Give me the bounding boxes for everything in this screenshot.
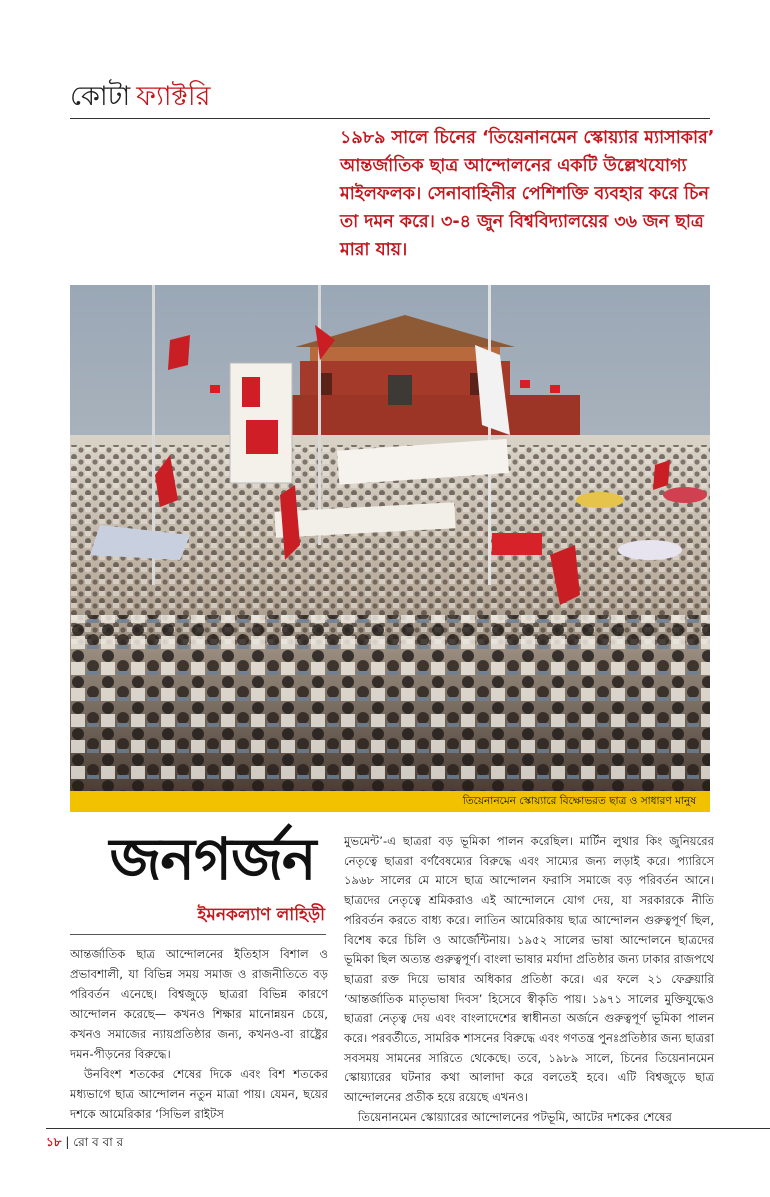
- folio: [46, 1134, 123, 1150]
- photo-illustration: [70, 285, 710, 791]
- byline: ইমনকল্যাণ লাহিড়ী: [197, 905, 325, 925]
- section-title-word2: ফ্যাক্টরি: [136, 81, 211, 112]
- article-column-right: [344, 832, 714, 1128]
- standfirst: ১৯৮৯ সালে চিনের ‘তিয়েনানমেন স্কোয়্যার ম্যাসাকার’ আন্তর্জাতিক ছাত্র আন্দোলনের একটি উল্লেখযোগ্য মাইলফলক। সেনাবাহিনীর পেশিশক্তি ব্যবহার করে চিন তা দমন করে। ৩-৪ জুন বিশ্ববিদ্যালয়ের ৩৬ জন ছাত্র মারা যায়।: [340, 128, 715, 260]
- photo-caption: তিয়েনানমেন স্কোয়্যারে বিক্ষোভরত ছাত্র ও সাধারণ মানুষ: [70, 791, 710, 812]
- footer-rule: [46, 1128, 770, 1129]
- paragraph: মুভমেন্ট’-এ ছাত্ররা বড় ভূমিকা পালন করেছিল। মার্টিন লুথার কিং জুনিয়রের নেতৃত্বে ছাত্ররা বর্ণবৈষম্যের বিরুদ্ধে এবং সাম্যের জন্য লড়াই করে। প্যারিসে ১৯৬৮ সালের মে মাসে ছাত্র আন্দোলন ফরাসি সমাজে বড় পরিবর্তন আনে। ছাত্রদের নেতৃত্বে শ্রমিকরাও এই আন্দোলনে যোগ দেয়, যা সরকারকে নীতি পরিবর্তন করতে বাধ্য করে। লাতিন আমেরিকায় ছাত্র আন্দোলন গুরুত্বপূর্ণ ছিল, বিশেষ করে চিলি ও আর্জেন্টিনায়। ১৯৫২ সালের ভাষা আন্দোলনে ছাত্রদের ভূমিকা ছিল অত্যন্ত গুরুত্বপূর্ণ। বাংলা ভাষার মর্যাদা প্রতিষ্ঠার জন্য ঢাকার রাজপথে ছাত্ররা রক্ত দিয়ে ভাষার অধিকার প্রতিষ্ঠা করে। এর ফলে ২১ ফেব্রুয়ারি ‘আন্তর্জাতিক মাতৃভাষা দিবস’ হিসেবে স্বীকৃতি পায়। ১৯৭১ সালের মুক্তিযুদ্ধেও ছাত্ররা নেতৃত্ব দেয় এবং বাংলাদেশের স্বাধীনতা অর্জনে গুরুত্বপূর্ণ ভূমিকা পালন করে। পরবর্তীতে, সামরিক শাসনের বিরুদ্ধে এবং গণতন্ত্র পুনঃপ্রতিষ্ঠার জন্য ছাত্ররা সবসময় সামনের সারিতে থেকেছে। তবে, ১৯৮৯ সালে, চিনের তিয়েনানমেন স্কোয়্যারের ঘটনার কথা আলাদা করে বলতেই হবে। এটি বিশ্বজুড়ে ছাত্র আন্দোলনের প্রতীক হয়ে রয়েছে এখনও।: [344, 834, 714, 1105]
- publication-name: রো ব বা র: [73, 1135, 124, 1149]
- page-number: ১৮: [46, 1135, 62, 1149]
- section-title-word1: কোটা: [70, 81, 131, 112]
- paragraph: তিয়েনানমেন স্কোয়্যারের আন্দোলনের পটভূমি, আটের দশকের শেষের: [358, 1109, 672, 1124]
- article-column-left: [70, 944, 328, 1124]
- folio-separator: |: [65, 1135, 70, 1149]
- headline: জনগর্জন: [109, 825, 316, 893]
- section-header: [70, 80, 710, 119]
- paragraph: উনবিংশ শতকের শেষের দিকে এবং বিশ শতকের মধ্যভাগে ছাত্র আন্দোলন নতুন মাত্রা পায়। যেমন, ছয়ের দশকে আমেরিকার ‘সিভিল রাইটস: [70, 1067, 328, 1121]
- paragraph: আন্তর্জাতিক ছাত্র আন্দোলনের ইতিহাস বিশাল ও প্রভাবশালী, যা বিভিন্ন সময় সমাজ ও রাজনীতিতে বড় পরিবর্তন এনেছে। বিশ্বজুড়ে ছাত্ররা বিভিন্ন কারণে আন্দোলন করেছে— কখনও শিক্ষার মানোন্নয়ন চেয়ে, কখনও সমাজের ন্যায়প্রতিষ্ঠার জন্য, কখনও-বা রাষ্ট্রের দমন-পীড়নের বিরুদ্ধে।: [70, 947, 328, 1061]
- byline-rule: [70, 934, 326, 935]
- protest-photo: [70, 285, 710, 791]
